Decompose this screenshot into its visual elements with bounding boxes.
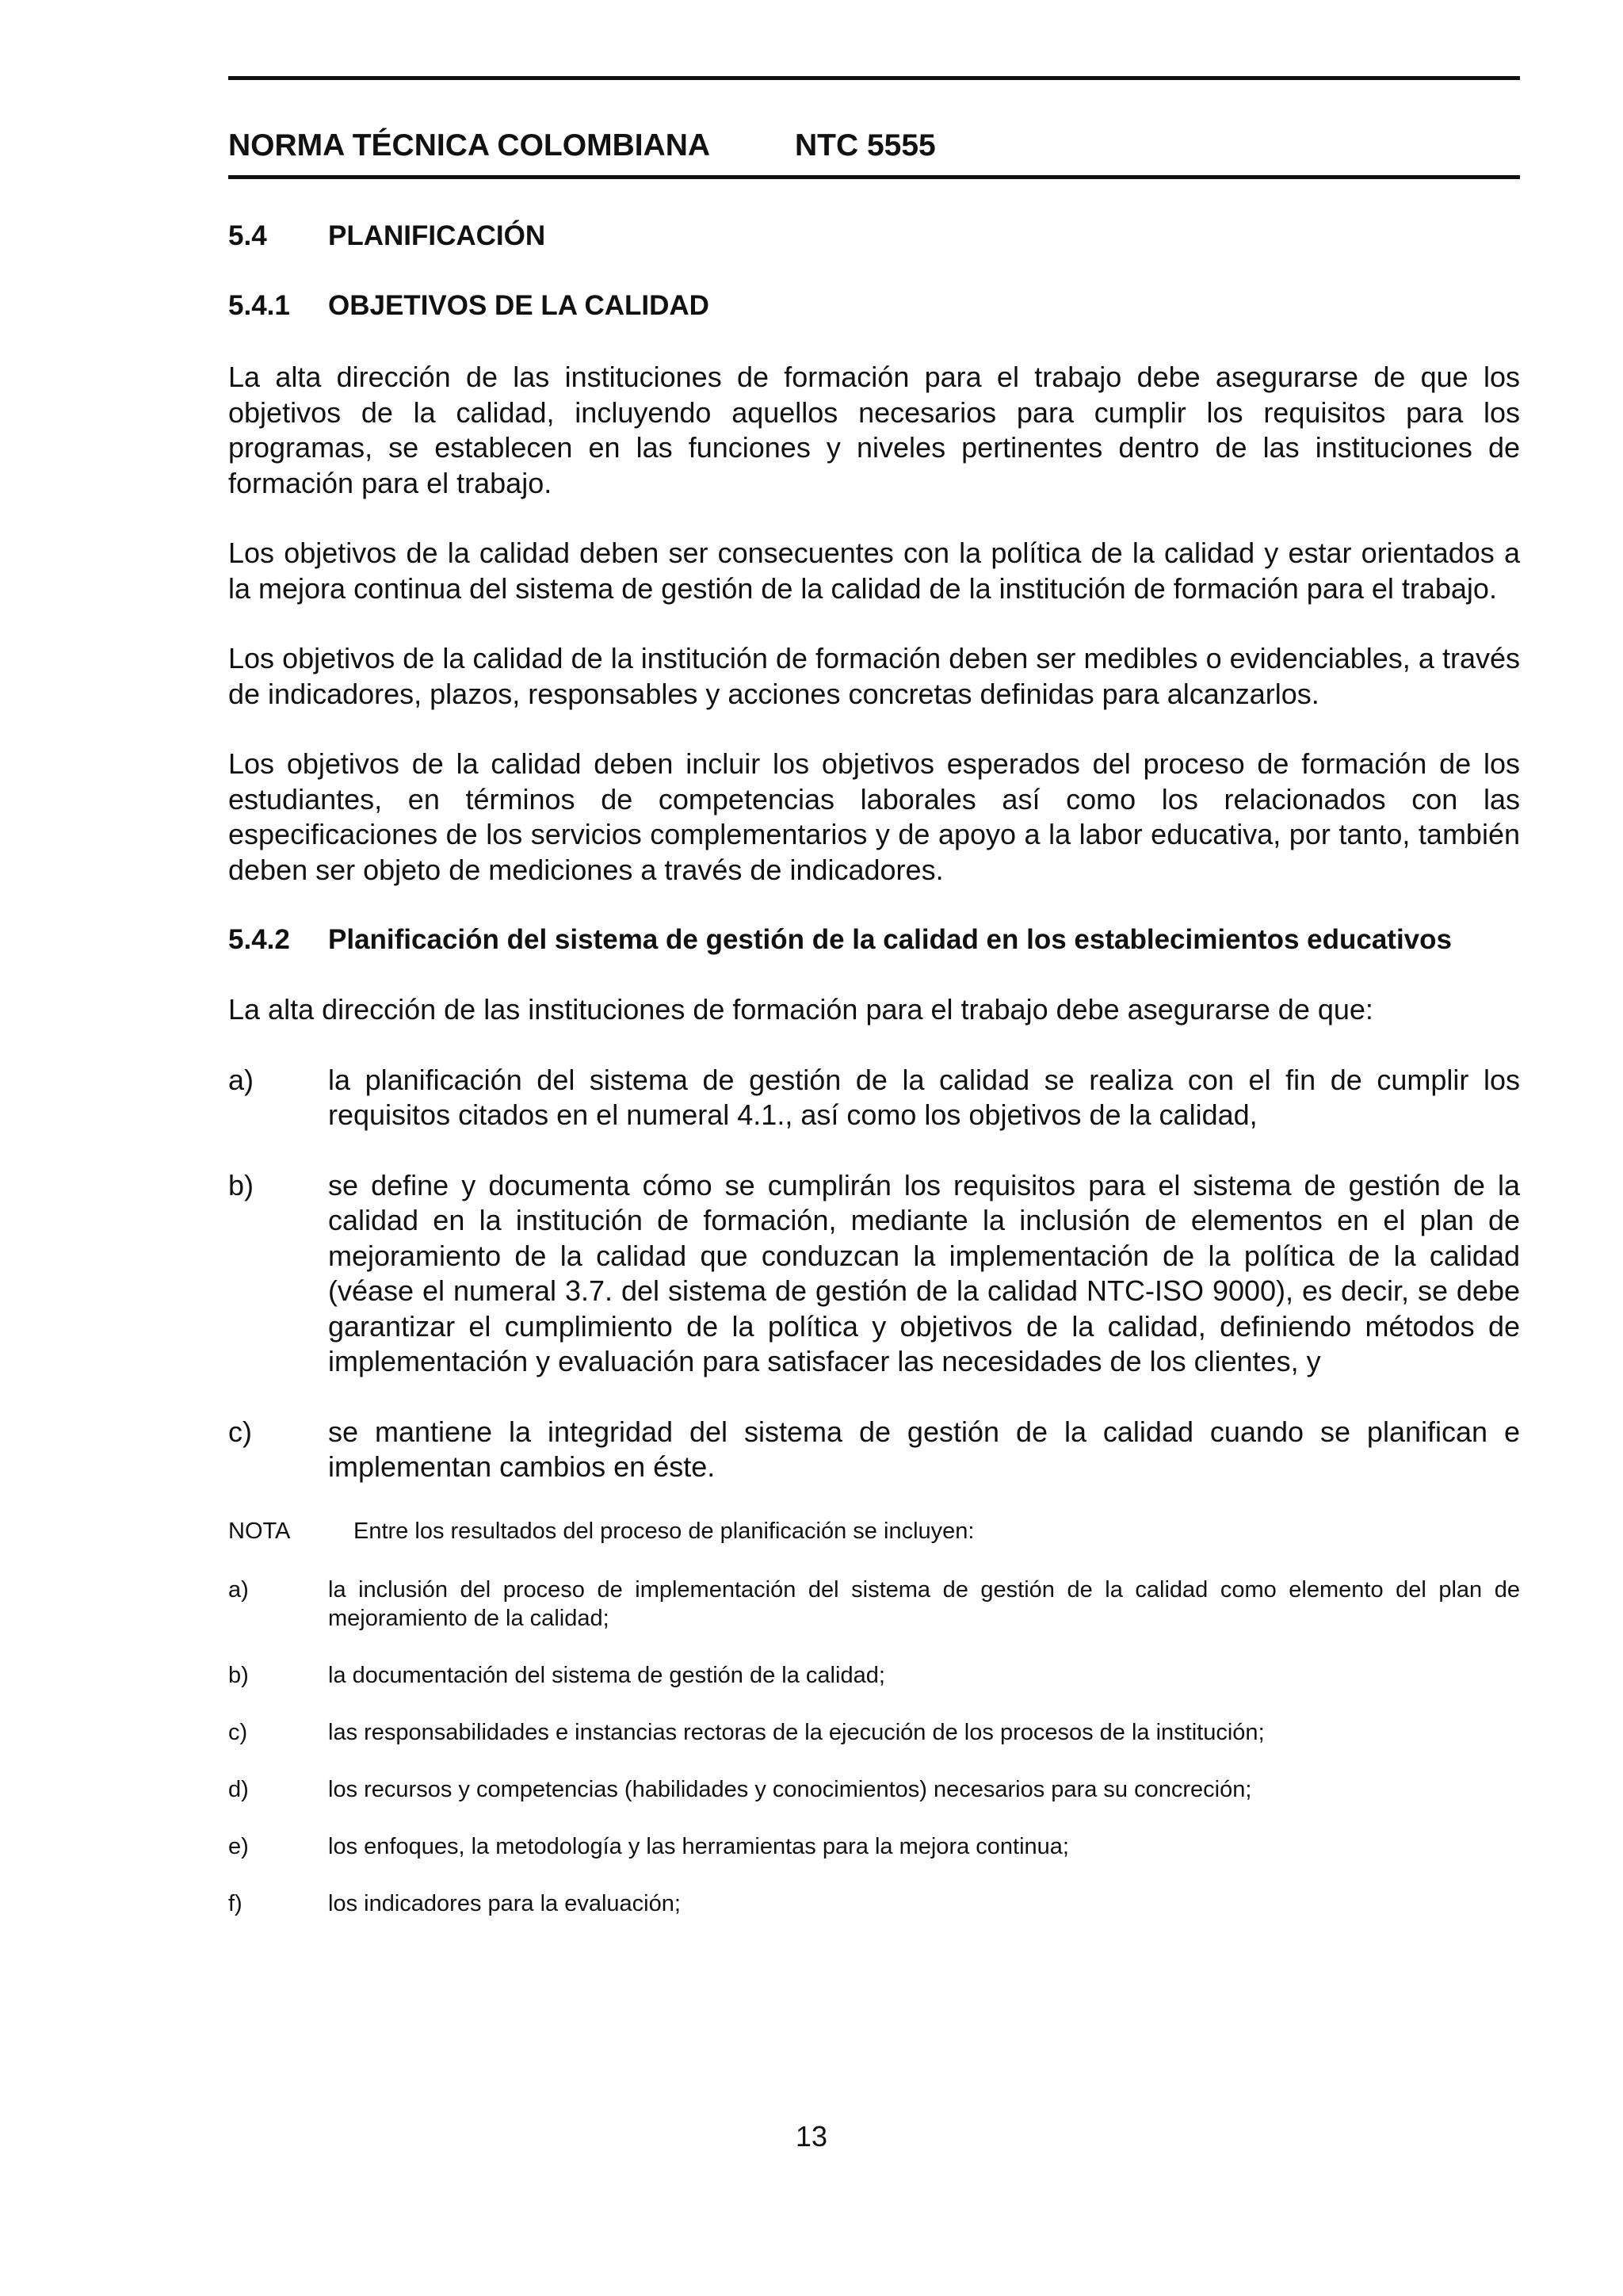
- list-item: [228, 1063, 1520, 1133]
- note-item-label: e): [228, 1833, 249, 1859]
- note-item-label: a): [228, 1576, 249, 1603]
- list-item-text: la planificación del sistema de gestión de la calidad se realiza con el fin de cumplir los requisitos citados en el numeral 4.1., así como los objetivos de la calidad,: [328, 1063, 1520, 1131]
- note-item-text: la inclusión del proceso de implementación del sistema de gestión de la calidad como elemento del plan de mejoramiento de la calidad;: [328, 1576, 1520, 1631]
- subsection-heading-5-4-2: [228, 923, 1520, 957]
- note-item-label: f): [228, 1890, 242, 1916]
- intro-paragraph: La alta dirección de las instituciones de formación para el trabajo debe asegurarse de que:: [228, 993, 1373, 1026]
- section-number: 5.4: [228, 220, 267, 251]
- page-header: [228, 126, 1520, 166]
- note-item-text: los enfoques, la metodología y las herramientas para la mejora continua;: [328, 1833, 1069, 1859]
- note-item-text: la documentación del sistema de gestión de la calidad;: [328, 1662, 885, 1688]
- list-item: [228, 1168, 1520, 1380]
- paragraph: Los objetivos de la calidad deben incluir los objetivos esperados del proceso de formación de los estudiantes, en términos de competencias laborales así como los relacionados con las especificaciones de los servicios complementarios y de apoyo a la labor educativa, por tanto, también deben ser objeto de mediciones a través de indicadores.: [228, 747, 1520, 886]
- note-list-item: [228, 1832, 1520, 1861]
- subsection-heading-5-4-1: [228, 288, 1520, 323]
- note-item-label: b): [228, 1662, 249, 1688]
- note-list-item: [228, 1661, 1520, 1690]
- document-page: [228, 76, 1520, 1918]
- list-item-label: a): [228, 1063, 254, 1096]
- paragraph: Los objetivos de la calidad de la institución de formación deben ser medibles o evidenciables, a través de indicadores, plazos, responsables y acciones concretas definidas para alcanzarlos.: [228, 642, 1520, 710]
- subsection-title: OBJETIVOS DE LA CALIDAD: [328, 290, 709, 321]
- subsection-number: 5.4.1: [228, 290, 290, 321]
- note-item-label: c): [228, 1719, 248, 1745]
- note-label: NOTA: [228, 1518, 291, 1544]
- header-top-rule: [228, 76, 1520, 80]
- note: [228, 1517, 1520, 1545]
- note-list-item: [228, 1576, 1520, 1633]
- subsection-title: Planificación del sistema de gestión de la calidad en los establecimientos educativos: [328, 924, 1452, 955]
- note-item-text: las responsabilidades e instancias rectoras de la ejecución de los procesos de la institución;: [328, 1719, 1265, 1745]
- standard-code: NTC 5555: [795, 128, 936, 162]
- standard-name: NORMA TÉCNICA COLOMBIANA: [228, 128, 711, 162]
- section-title: PLANIFICACIÓN: [328, 220, 546, 251]
- page-number: 13: [795, 2120, 828, 2153]
- note-item-text: los indicadores para la evaluación;: [328, 1890, 681, 1916]
- note-list-item: [228, 1889, 1520, 1918]
- list-item: [228, 1415, 1520, 1485]
- list-item-label: c): [228, 1415, 252, 1448]
- note-list-item: [228, 1775, 1520, 1804]
- note-item-label: d): [228, 1776, 249, 1802]
- note-text: Entre los resultados del proceso de planificación se incluyen:: [353, 1518, 975, 1544]
- list-item-text: se define y documenta cómo se cumplirán los requisitos para el sistema de gestión de la calidad en la institución de formación, mediante la inclusión de elementos en el plan de mejoramiento de la calidad que conduzcan la implementación de la política de la calidad (véase el numeral 3.7. del sistema de gestión de la calidad NTC-ISO 9000), es decir, se debe garantizar el cumplimiento de la política y objetivos de la calidad, definiendo métodos de implementación y evaluación para satisfacer las necesidades de los clientes, y: [328, 1168, 1520, 1377]
- paragraph: La alta dirección de las instituciones de formación para el trabajo debe asegurarse de que los objetivos de la calidad, incluyendo aquellos necesarios para cumplir los requisitos para los programas, se establecen en las funciones y niveles pertinentes dentro de las instituciones de formación para el trabajo.: [228, 361, 1520, 499]
- note-item-text: los recursos y competencias (habilidades y conocimientos) necesarios para su concreción;: [328, 1776, 1252, 1802]
- note-list-item: [228, 1718, 1520, 1747]
- list-item-label: b): [228, 1168, 254, 1201]
- paragraph: Los objetivos de la calidad deben ser consecuentes con la política de la calidad y estar orientados a la mejora continua del sistema de gestión de la calidad de la institución de formación para el trabajo.: [228, 537, 1520, 605]
- subsection-number: 5.4.2: [228, 924, 290, 955]
- list-item-text: se mantiene la integridad del sistema de gestión de la calidad cuando se planifican e implementan cambios en éste.: [328, 1415, 1520, 1483]
- header-bottom-rule: [228, 175, 1520, 179]
- section-heading: [228, 219, 1520, 254]
